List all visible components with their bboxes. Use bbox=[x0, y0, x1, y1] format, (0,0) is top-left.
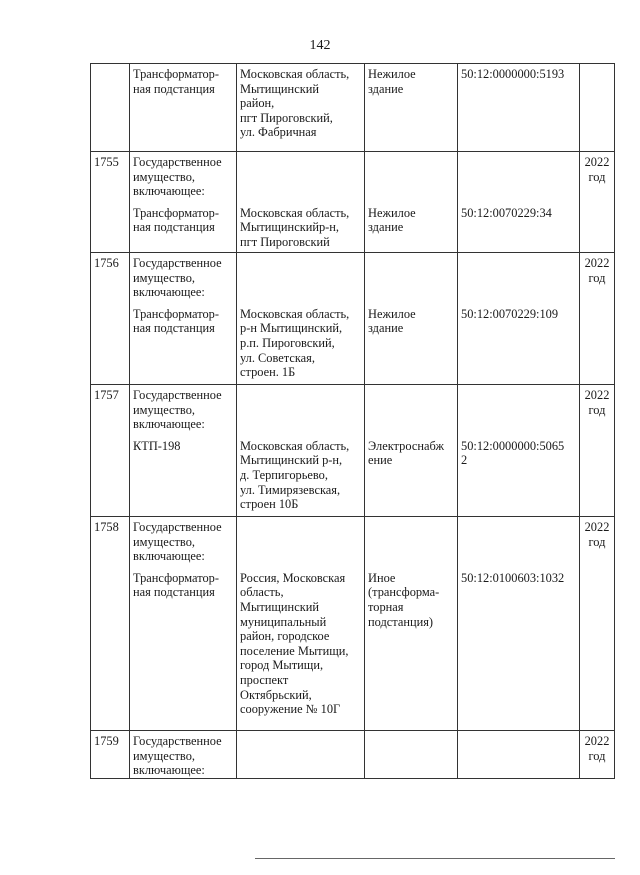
table-row bbox=[91, 64, 615, 152]
year-line: 2022 bbox=[584, 256, 610, 270]
purpose-cell bbox=[365, 152, 458, 253]
object-name-line: ная подстанция bbox=[133, 220, 215, 235]
name-header-line: имущество, bbox=[133, 270, 195, 285]
cadastral-line: 50:12:0000000:5193 bbox=[461, 67, 565, 81]
purpose-cell bbox=[365, 731, 458, 779]
row-number-cell bbox=[91, 253, 130, 385]
purpose-line: здание bbox=[368, 321, 404, 336]
address-line: Мытищинский bbox=[240, 599, 319, 614]
year-line: год bbox=[588, 169, 606, 184]
spacer-line bbox=[240, 535, 361, 550]
name-header-line: включающее: bbox=[133, 285, 205, 300]
address-line: Мытищинскийр-н, bbox=[240, 220, 340, 235]
address-line: пгт Пироговский, bbox=[240, 110, 333, 125]
year-cell bbox=[580, 64, 615, 152]
spacer-line bbox=[461, 184, 576, 199]
table-row bbox=[91, 152, 615, 253]
spacer-line bbox=[461, 170, 576, 185]
object-name-cell bbox=[130, 64, 237, 152]
spacer-line bbox=[461, 549, 576, 564]
spacer-line bbox=[368, 403, 454, 418]
cadastral-number-cell bbox=[458, 64, 580, 152]
object-name-cell bbox=[130, 731, 237, 779]
address-line: поселение Мытищи, bbox=[240, 643, 349, 658]
cadastral-number-cell bbox=[458, 253, 580, 385]
name-header-line: Государственное bbox=[133, 256, 222, 270]
spacer-gap bbox=[368, 564, 454, 571]
address-line: пгт Пироговский bbox=[240, 234, 330, 249]
object-name-line: ная подстанция bbox=[133, 585, 215, 600]
spacer-line bbox=[461, 520, 576, 535]
spacer-gap bbox=[133, 199, 233, 206]
address-cell bbox=[237, 731, 365, 779]
spacer-gap bbox=[461, 432, 576, 439]
spacer-line bbox=[368, 256, 454, 271]
row-number: 1755 bbox=[94, 155, 119, 169]
cadastral-line: 50:12:0070229:34 bbox=[461, 205, 552, 220]
year-line: год bbox=[588, 270, 606, 285]
address-line: район, bbox=[240, 96, 275, 111]
address-line: строен 10Б bbox=[240, 497, 299, 512]
address-line: проспект bbox=[240, 672, 289, 687]
row-number-cell bbox=[91, 64, 130, 152]
spacer-gap bbox=[133, 564, 233, 571]
spacer-line bbox=[368, 535, 454, 550]
row-number: 1756 bbox=[94, 256, 119, 270]
address-line: Московская область, bbox=[240, 67, 350, 81]
spacer-line bbox=[240, 170, 361, 185]
spacer-gap bbox=[461, 300, 576, 307]
year-line: 2022 bbox=[584, 520, 610, 534]
row-number-cell bbox=[91, 152, 130, 253]
purpose-line: торная bbox=[368, 599, 404, 614]
address-line: р-н Мытищинский, bbox=[240, 321, 343, 336]
address-line: Московская область, bbox=[240, 306, 350, 321]
cadastral-line: 50:12:0000000:5065 bbox=[461, 438, 565, 453]
object-name-cell bbox=[130, 385, 237, 517]
purpose-cell bbox=[365, 385, 458, 517]
spacer-line bbox=[368, 520, 454, 535]
spacer-line bbox=[368, 549, 454, 564]
cadastral-line: 50:12:0100603:1032 bbox=[461, 570, 565, 585]
cadastral-number-cell bbox=[458, 517, 580, 731]
spacer-line bbox=[240, 417, 361, 432]
address-line: муниципальный bbox=[240, 614, 327, 629]
name-header-line: включающее: bbox=[133, 549, 205, 564]
address-line: Мытищинский р-н, bbox=[240, 453, 343, 468]
year-line: год bbox=[588, 534, 606, 549]
object-name-line: Трансформатор- bbox=[133, 306, 220, 321]
year-cell bbox=[580, 152, 615, 253]
spacer-gap bbox=[240, 300, 361, 307]
name-header-line: имущество, bbox=[133, 748, 195, 763]
name-header-line: Государственное bbox=[133, 155, 222, 169]
purpose-line: Электроснабж bbox=[368, 438, 445, 453]
spacer-line bbox=[240, 520, 361, 535]
table-row bbox=[91, 517, 615, 731]
address-line: сооружение № 10Г bbox=[240, 702, 341, 717]
purpose-line: здание bbox=[368, 220, 404, 235]
spacer-gap bbox=[133, 300, 233, 307]
address-line: область, bbox=[240, 585, 284, 600]
spacer-line bbox=[461, 535, 576, 550]
object-name-line: ная подстанция bbox=[133, 81, 215, 96]
table-row bbox=[91, 731, 615, 779]
name-header-line: Государственное bbox=[133, 520, 222, 534]
year-cell bbox=[580, 517, 615, 731]
cadastral-number-cell bbox=[458, 385, 580, 517]
purpose-cell bbox=[365, 517, 458, 731]
object-name-cell bbox=[130, 253, 237, 385]
spacer-line bbox=[240, 271, 361, 286]
year-cell bbox=[580, 731, 615, 779]
address-line: Октябрьский, bbox=[240, 687, 312, 702]
address-line: Мытищинский bbox=[240, 81, 319, 96]
purpose-line: Нежилое bbox=[368, 205, 416, 220]
spacer-line bbox=[240, 403, 361, 418]
purpose-cell bbox=[365, 253, 458, 385]
spacer-line bbox=[461, 155, 576, 170]
address-cell bbox=[237, 253, 365, 385]
name-header-line: включающее: bbox=[133, 763, 205, 778]
row-number-cell bbox=[91, 385, 130, 517]
row-number: 1759 bbox=[94, 734, 119, 748]
registry-body bbox=[91, 64, 615, 779]
page-number: 142 bbox=[309, 38, 331, 53]
address-line: ул. Тимирязевская, bbox=[240, 482, 341, 497]
spacer-line bbox=[368, 170, 454, 185]
name-header-line: включающее: bbox=[133, 184, 205, 199]
spacer-gap bbox=[240, 432, 361, 439]
cadastral-line: 50:12:0070229:109 bbox=[461, 306, 559, 321]
name-header-line: имущество, bbox=[133, 534, 195, 549]
object-name-line: Трансформатор- bbox=[133, 205, 220, 220]
address-line: Московская область, bbox=[240, 205, 350, 220]
spacer-gap bbox=[368, 199, 454, 206]
object-name-cell bbox=[130, 517, 237, 731]
row-number-cell bbox=[91, 731, 130, 779]
year-line: год bbox=[588, 402, 606, 417]
year-line: 2022 bbox=[584, 155, 610, 169]
table-row bbox=[91, 385, 615, 517]
year-line: 2022 bbox=[584, 388, 610, 402]
spacer-line bbox=[368, 417, 454, 432]
cadastral-number-cell bbox=[458, 731, 580, 779]
spacer-line bbox=[368, 285, 454, 300]
spacer-line bbox=[240, 155, 361, 170]
spacer-line bbox=[240, 285, 361, 300]
address-line: ул. Фабричная bbox=[240, 125, 317, 140]
address-cell bbox=[237, 152, 365, 253]
spacer-line bbox=[461, 417, 576, 432]
spacer-gap bbox=[368, 432, 454, 439]
spacer-gap bbox=[461, 564, 576, 571]
cadastral-line: 2 bbox=[461, 453, 468, 468]
spacer-line bbox=[461, 271, 576, 286]
address-line: Московская область, bbox=[240, 438, 350, 453]
row-number-cell bbox=[91, 517, 130, 731]
purpose-line: здание bbox=[368, 81, 404, 96]
property-registry-table bbox=[90, 63, 615, 779]
object-name-line: КТП-198 bbox=[133, 438, 181, 453]
table-row bbox=[91, 253, 615, 385]
spacer-line bbox=[240, 549, 361, 564]
spacer-line bbox=[461, 388, 576, 403]
spacer-line bbox=[368, 155, 454, 170]
spacer-line bbox=[240, 256, 361, 271]
address-cell bbox=[237, 64, 365, 152]
object-name-cell bbox=[130, 152, 237, 253]
spacer-line bbox=[368, 388, 454, 403]
purpose-line: Нежилое bbox=[368, 67, 416, 81]
year-line: год bbox=[588, 748, 606, 763]
row-number: 1758 bbox=[94, 520, 119, 534]
address-line: район, городское bbox=[240, 629, 330, 644]
address-line: Россия, Московская bbox=[240, 570, 346, 585]
spacer-gap bbox=[368, 300, 454, 307]
spacer-line bbox=[240, 388, 361, 403]
name-header-line: включающее: bbox=[133, 417, 205, 432]
purpose-line: Иное bbox=[368, 570, 396, 585]
object-name-line: Трансформатор- bbox=[133, 67, 220, 81]
year-line: 2022 bbox=[584, 734, 610, 748]
purpose-line: ение bbox=[368, 453, 393, 468]
name-header-line: имущество, bbox=[133, 402, 195, 417]
address-line: д. Терпигорьево, bbox=[240, 467, 328, 482]
purpose-line: (трансформа- bbox=[368, 585, 440, 600]
name-header-line: имущество, bbox=[133, 169, 195, 184]
name-header-line: Государственное bbox=[133, 388, 222, 402]
spacer-gap bbox=[461, 199, 576, 206]
purpose-line: Нежилое bbox=[368, 306, 416, 321]
purpose-line: подстанция) bbox=[368, 614, 434, 629]
spacer-line bbox=[461, 285, 576, 300]
spacer-gap bbox=[133, 432, 233, 439]
object-name-line: Трансформатор- bbox=[133, 570, 220, 585]
address-line: р.п. Пироговский, bbox=[240, 335, 335, 350]
address-line: ул. Советская, bbox=[240, 350, 315, 365]
address-cell bbox=[237, 517, 365, 731]
footer-rule bbox=[255, 858, 615, 859]
spacer-line bbox=[240, 184, 361, 199]
spacer-line bbox=[368, 271, 454, 286]
object-name-line: ная подстанция bbox=[133, 321, 215, 336]
cadastral-number-cell bbox=[458, 152, 580, 253]
spacer-gap bbox=[240, 199, 361, 206]
spacer-line bbox=[461, 403, 576, 418]
row-number: 1757 bbox=[94, 388, 119, 402]
year-cell bbox=[580, 385, 615, 517]
spacer-gap bbox=[240, 564, 361, 571]
address-cell bbox=[237, 385, 365, 517]
year-cell bbox=[580, 253, 615, 385]
address-line: строен. 1Б bbox=[240, 365, 296, 380]
spacer-line bbox=[461, 256, 576, 271]
spacer-line bbox=[368, 184, 454, 199]
purpose-cell bbox=[365, 64, 458, 152]
name-header-line: Государственное bbox=[133, 734, 222, 748]
address-line: город Мытищи, bbox=[240, 658, 324, 673]
